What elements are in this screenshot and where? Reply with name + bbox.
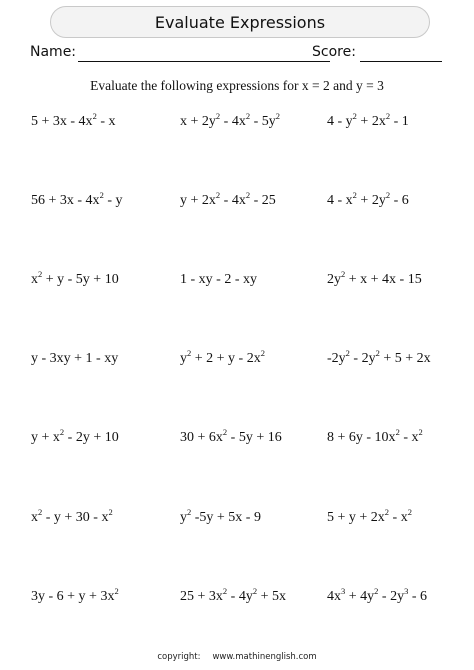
expression-6-1: $x^2 - y + 30 - x^2$ — [31, 507, 113, 525]
exponent: 2 — [395, 427, 400, 437]
expression-6-3: $5 + y + 2x^2 - x^2$ — [327, 507, 412, 525]
exponent: 2 — [92, 111, 97, 121]
exponent: 2 — [275, 111, 280, 121]
worksheet-title: Evaluate Expressions — [154, 12, 326, 32]
exponent: 2 — [260, 348, 265, 358]
exponent: 2 — [345, 348, 350, 358]
expression-1-3: $4 - y^2 + 2x^2 - 1$ — [327, 111, 409, 129]
expression-6-2: $y^2$ -5y + 5x - 9 — [180, 507, 261, 525]
expression-4-3: $-2y^2 - 2y^2 + 5 + 2x$ — [327, 348, 431, 366]
exponent: 2 — [245, 111, 251, 121]
exponent: 2 — [38, 269, 43, 279]
expression-3-1: $x^2 + y - 5y + 10$ — [31, 269, 119, 287]
expression-7-2: $25 + 3x^2 - 4y^2 + 5x$ — [180, 586, 286, 604]
expression-4-2: $y^2 + 2 + y - 2x^2$ — [180, 348, 265, 366]
expression-2-3: $4 - x^2 + 2y^2 - 6$ — [327, 190, 409, 208]
exponent: 2 — [385, 111, 391, 121]
expression-5-2: $30 + 6x^2 - 5y + 16$ — [180, 427, 282, 445]
footer — [0, 652, 474, 662]
exponent: 2 — [187, 507, 192, 517]
exponent: 2 — [215, 190, 221, 200]
exponent: 2 — [352, 111, 357, 121]
name-label: Name: — [30, 44, 77, 60]
exponent: 2 — [38, 507, 43, 517]
expression-1-2: $x + 2y^2 - 4x^2 - 5y^2$ — [180, 111, 280, 129]
instructions-text: Evaluate the following expressions for x = 2 and y = 3 — [90, 78, 384, 93]
exponent: 2 — [245, 190, 251, 200]
exponent: 2 — [59, 427, 65, 437]
expression-2-2: $y + 2x^2 - 4x^2 - 25$ — [180, 190, 276, 208]
expression-7-1: $3y - 6 + y + 3x^2$ — [31, 586, 119, 604]
exponent: 2 — [375, 348, 380, 358]
exponent: 2 — [215, 111, 221, 121]
exponent: 2 — [384, 507, 390, 517]
website-link[interactable]: www.mathinenglish.com — [212, 652, 317, 662]
expression-4-1: y - 3xy + 1 - xy — [31, 351, 119, 366]
expression-2-1: $56 + 3x - 4x^2 - y$ — [31, 190, 123, 208]
exponent: 2 — [352, 190, 357, 200]
exponent: 2 — [418, 427, 423, 437]
exponent: 3 — [404, 586, 409, 596]
exponent: 2 — [108, 507, 113, 517]
expression-7-3: $4x^3 + 4y^2 - 2y^3 - 6$ — [327, 586, 427, 604]
exponent: 3 — [341, 586, 346, 596]
expression-5-1: $y + x^2 - 2y + 10$ — [31, 427, 119, 445]
exponent: 2 — [187, 348, 192, 358]
copyright-label: copyright: — [157, 652, 201, 662]
expression-3-3: $2y^2 + x + 4x - 15$ — [327, 269, 422, 287]
exponent: 2 — [374, 586, 379, 596]
exponent: 2 — [114, 586, 119, 596]
exponent: 2 — [341, 269, 346, 279]
exponent: 2 — [99, 190, 104, 200]
expression-3-2: 1 - xy - 2 - xy — [180, 272, 257, 287]
expression-1-1: $5 + 3x - 4x^2 - x$ — [31, 111, 116, 129]
exponent: 2 — [222, 586, 228, 596]
exponent: 2 — [407, 507, 412, 517]
exponent: 2 — [222, 427, 228, 437]
exponent: 2 — [385, 190, 391, 200]
expression-5-3: $8 + 6y - 10x^2 - x^2$ — [327, 427, 423, 445]
score-label: Score: — [312, 44, 356, 60]
exponent: 2 — [252, 586, 258, 596]
